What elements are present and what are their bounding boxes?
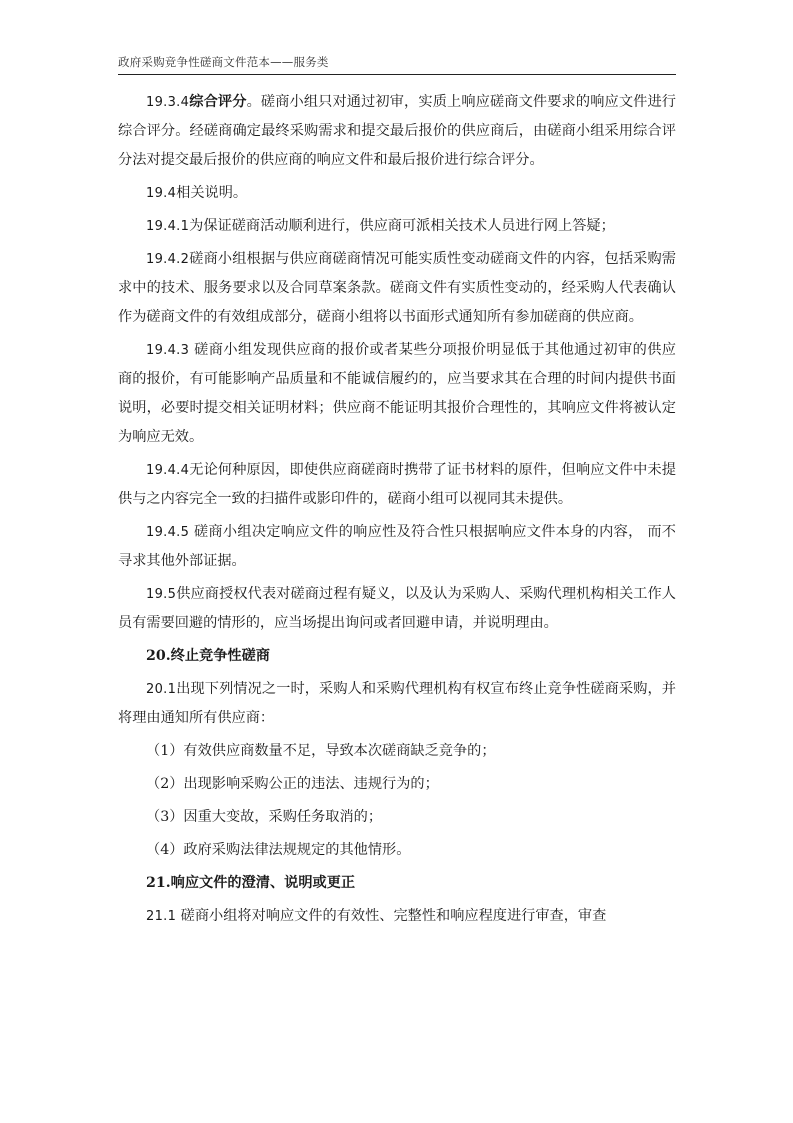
clause-number: 21.1: [146, 909, 177, 924]
paragraph-19-4-5: [118, 518, 676, 576]
paragraph-19-4-1: [118, 212, 676, 241]
clause-text: 相关说明。: [176, 185, 248, 201]
clause-text: 磋商小组发现供应商的报价或者某些分项报价明显低于其他通过初审的供应商的报价，有可能影响产品质量和不能诚信履约的，应当要求其在合理的时间内提供书面说明，必要时提交相关证明材料；供应商不能证明其报价合理性的，其响应文件将被认定为响应无效。: [118, 342, 676, 445]
paragraph-19-4-2: [118, 245, 676, 332]
paragraph-19-3-4: [118, 88, 676, 175]
clause-number: 20.1: [146, 682, 177, 697]
clause-number: 19.4.1: [146, 219, 190, 234]
clause-bold-title: 综合评分: [189, 94, 247, 110]
clause-number: 19.4.5: [146, 525, 190, 540]
clause-number: 19.4.2: [146, 252, 190, 267]
clause-number: 19.4.4: [146, 463, 190, 478]
section-heading-20: 20.终止竞争性磋商: [146, 648, 270, 664]
list-item-20-2: （2）出现影响采购公正的违法、违规行为的；: [146, 776, 439, 792]
list-item-20-3: （3）因重大变故，采购任务取消的；: [146, 809, 383, 825]
clause-text: 磋商小组根据与供应商磋商情况可能实质性变动磋商文件的内容，包括采购需求中的技术、服务要求以及合同草案条款。磋商文件有实质性变动的，经采购人代表确认作为磋商文件的有效组成部分，磋商小组将以书面形式通知所有参加磋商的供应商。: [118, 251, 676, 325]
list-item-20-1: （1）有效供应商数量不足，导致本次磋商缺乏竞争的；: [146, 743, 496, 759]
clause-text: 磋商小组将对响应文件的有效性、完整性和响应程度进行审查，审查: [176, 908, 607, 924]
clause-text: 。磋商小组只对通过初审，实质上响应磋商文件要求的响应文件进行综合评分。经磋商确定最终采购需求和提交最后报价的供应商后，由磋商小组采用综合评分法对提交最后报价的供应商的响应文件和最后报价进行综合评分。: [118, 94, 676, 168]
clause-number: 19.3.4: [146, 95, 190, 110]
paragraph-19-4-3: [118, 336, 676, 452]
paragraph-19-5: [118, 580, 676, 638]
clause-text: 无论何种原因，即使供应商磋商时携带了证书材料的原件，但响应文件中未提供与之内容完全一致的扫描件或影印件的，磋商小组可以视同其未提供。: [118, 462, 676, 507]
clause-number: 19.5: [146, 587, 177, 602]
clause-text: 为保证磋商活动顺利进行，供应商可派相关技术人员进行网上答疑；: [189, 218, 615, 234]
clause-number: 19.4.3: [146, 343, 190, 358]
header-title: 政府采购竞争性磋商文件范本——服务类: [118, 55, 329, 69]
section-heading-21: 21.响应文件的澄清、说明或更正: [146, 875, 356, 891]
clause-text: 磋商小组决定响应文件的响应性及符合性只根据响应文件本身的内容， 而不寻求其他外部证据。: [118, 524, 676, 569]
clause-text: 出现下列情况之一时，采购人和采购代理机构有权宣布终止竞争性磋商采购，并将理由通知所有供应商：: [118, 681, 676, 726]
document-body: [118, 88, 676, 935]
paragraph-19-4: [118, 179, 676, 208]
page-header: [118, 48, 676, 75]
clause-text: 供应商授权代表对磋商过程有疑义，以及认为采购人、采购代理机构相关工作人员有需要回避的情形的，应当场提出询问或者回避申请，并说明理由。: [118, 586, 676, 631]
list-item-20-4: （4）政府采购法律法规规定的其他情形。: [146, 842, 411, 858]
paragraph-20-1: [118, 675, 676, 733]
paragraph-19-4-4: [118, 456, 676, 514]
clause-number: 19.4: [146, 186, 177, 201]
paragraph-21-1: [118, 902, 676, 931]
